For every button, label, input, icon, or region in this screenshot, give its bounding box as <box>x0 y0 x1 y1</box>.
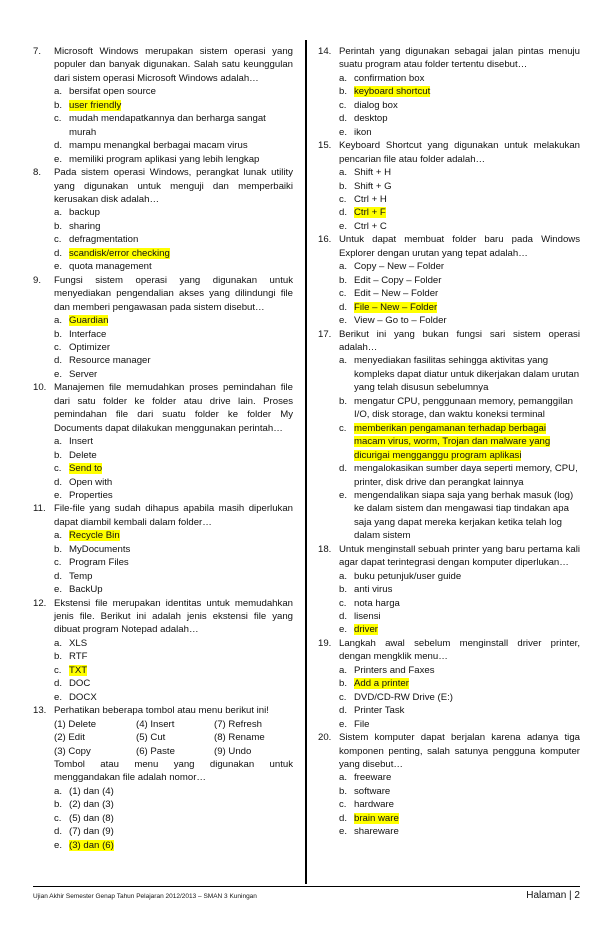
option-letter: d. <box>54 355 63 367</box>
left-column <box>33 45 293 852</box>
option-letter: c. <box>339 799 347 811</box>
option-text: confirmation box <box>354 72 425 84</box>
option-letter: c. <box>54 113 62 125</box>
highlighted-answer: Ctrl + F <box>354 207 386 219</box>
answer-option <box>318 798 580 811</box>
question-body: Tombol atau menu yang digunakan untuk menggandakan file adalah nomor… <box>54 759 293 784</box>
option-letter: c. <box>339 597 347 609</box>
option-text: mengalokasikan sumber daya seperti memory, CPU, printer, disk drive dan perangkat lainnya <box>354 463 578 488</box>
option-letter: e. <box>339 315 348 327</box>
question-body: Berikut ini yang bukan fungsi sari sistem operasi adalah… <box>339 328 580 353</box>
option-letter: b. <box>54 449 63 461</box>
question-number: 10. <box>33 382 47 394</box>
answer-option-correct <box>33 247 293 260</box>
option-letter: a. <box>339 570 348 582</box>
answer-option <box>33 85 293 98</box>
option-letter: e. <box>339 718 348 730</box>
right-column <box>318 45 580 839</box>
option-letter: d. <box>339 705 348 717</box>
answer-option <box>318 180 580 193</box>
answer-option <box>33 825 293 838</box>
option-letter: c. <box>54 234 62 246</box>
question-body: Manajemen file memudahkan proses pemindahan file dari satu folder ke folder atau drive lain. Proses pemindahan file dari suatu folder ke folder My Documents dapat dilakukan menggunakan perintah… <box>54 382 293 434</box>
highlighted-answer: File – New – Folder <box>354 301 438 313</box>
answer-option <box>318 704 580 717</box>
option-text: ikon <box>354 126 372 138</box>
option-letter: e. <box>54 368 63 380</box>
option-text: Printer Task <box>354 705 405 717</box>
option-letter: c. <box>339 193 347 205</box>
option-text: Insert <box>69 436 93 448</box>
answer-option <box>33 233 293 246</box>
option-text: DOCX <box>69 691 97 703</box>
question-text <box>318 731 580 771</box>
option-text: mengatur CPU, penggunaan memory, pemanggilan I/O, disk storage, dan waktu koneksi terminal <box>354 395 574 421</box>
question-number: 16. <box>318 234 332 246</box>
answer-option <box>33 583 293 596</box>
menu-list-item: (4) Insert <box>136 718 175 730</box>
answer-option <box>33 153 293 166</box>
option-text: menyediakan fasilitas sehingga aktivitas yang kompleks dapat diatur untuk dikerjakan dalam urutan yang telah disusun sebelumnya <box>354 355 580 394</box>
question-number: 19. <box>318 637 332 649</box>
option-letter: d. <box>339 301 348 313</box>
option-text: mudah mendapatkannya dan berharga sangat murah <box>69 113 266 138</box>
option-letter: a. <box>339 167 348 179</box>
answer-option-correct <box>318 623 580 636</box>
menu-list-item: (5) Cut <box>136 732 166 744</box>
question-text <box>318 139 580 166</box>
answer-option-correct <box>318 206 580 219</box>
menu-list-item: (7) Refresh <box>214 718 262 730</box>
highlighted-answer: Recycle Bin <box>69 530 120 542</box>
answer-option <box>33 798 293 811</box>
option-letter: d. <box>54 570 63 582</box>
option-text: quota management <box>69 261 152 273</box>
highlighted-answer: memberikan pengamanan terhadap berbagai macam virus, worm, Trojan dan malware yang dicurigai mengganggu program aplikasi <box>354 422 551 461</box>
option-letter: b. <box>339 274 348 286</box>
question-body: Fungsi sistem operasi yang digunakan untuk menyediakan pengendalian akses yang dilindungi file dan memberi pengawasan pada sistem disebut… <box>54 274 293 313</box>
answer-option <box>33 637 293 650</box>
answer-option <box>318 112 580 125</box>
question-body: Keyboard Shortcut yang digunakan untuk melakukan pencarian file atau folder adalah… <box>339 140 580 165</box>
question-body: Untuk dapat membuat folder baru pada Windows Explorer dengan urutan yang tepat adalah… <box>339 234 580 259</box>
answer-option <box>33 368 293 381</box>
answer-option <box>318 583 580 596</box>
highlighted-answer: keyboard shortcut <box>354 86 431 98</box>
highlighted-answer: Add a printer <box>354 678 409 690</box>
option-letter: a. <box>339 664 348 676</box>
option-letter: a. <box>339 261 348 273</box>
option-letter: c. <box>54 812 62 824</box>
answer-option <box>318 395 580 422</box>
option-text: desktop <box>354 113 388 125</box>
option-letter: e. <box>339 489 348 501</box>
question-number: 17. <box>318 328 332 340</box>
menu-list-item: (9) Undo <box>214 745 252 757</box>
question-number: 8. <box>33 167 42 179</box>
option-letter: d. <box>54 247 63 259</box>
answer-option <box>33 341 293 354</box>
option-letter: b. <box>339 678 348 690</box>
answer-option <box>33 112 293 139</box>
question-text <box>33 166 293 206</box>
answer-option-correct <box>33 529 293 542</box>
question-body: Pada sistem operasi Windows, perangkat lunak utility yang digunakan untuk menguji dan memperbaiki kerusakan disk adalah… <box>54 167 293 205</box>
option-letter: a. <box>339 355 348 367</box>
answer-option-correct <box>318 812 580 825</box>
answer-option <box>33 570 293 583</box>
question-text <box>318 637 580 664</box>
question-body: File-file yang sudah dihapus apabila masih diperlukan dapat diambil kembali dalam folder… <box>54 503 293 528</box>
option-text: Ctrl + C <box>354 220 387 232</box>
option-text: shareware <box>354 826 399 838</box>
option-letter: c. <box>54 463 62 475</box>
option-text: (7) dan (9) <box>69 826 114 838</box>
answer-option <box>318 354 580 394</box>
answer-option <box>33 543 293 556</box>
option-letter: b. <box>339 785 348 797</box>
option-text: bersifat open source <box>69 86 156 98</box>
question-text <box>33 502 293 529</box>
answer-option <box>33 220 293 233</box>
question-body: Sistem komputer dapat berjalan karena adanya tiga komponen penting, salah satunya pengguna komputer yang disebut… <box>339 732 580 771</box>
column-divider <box>305 40 307 884</box>
answer-option <box>318 220 580 233</box>
option-letter: b. <box>54 328 63 340</box>
option-text: (5) dan (8) <box>69 812 114 824</box>
option-text: Temp <box>69 570 93 582</box>
option-text: backup <box>69 207 100 219</box>
option-text: defragmentation <box>69 234 139 246</box>
option-letter: e. <box>54 691 63 703</box>
option-text: anti virus <box>354 584 393 596</box>
option-letter: c. <box>339 288 347 300</box>
option-letter: c. <box>339 422 347 434</box>
option-letter: a. <box>54 530 63 542</box>
answer-option <box>33 354 293 367</box>
option-text: Printers and Faxes <box>354 664 435 676</box>
answer-option <box>33 677 293 690</box>
option-letter: e. <box>54 261 63 273</box>
option-text: Open with <box>69 476 113 488</box>
answer-option-correct <box>33 462 293 475</box>
option-text: memiliki program aplikasi yang lebih lengkap <box>69 153 260 165</box>
question-text <box>33 597 293 637</box>
option-letter: e. <box>54 584 63 596</box>
option-text: dialog box <box>354 99 398 111</box>
question-body: Perhatikan beberapa tombol atau menu berikut ini! <box>54 705 269 717</box>
question-number: 12. <box>33 597 47 609</box>
question-number: 18. <box>318 543 332 555</box>
question-body: Untuk menginstall sebuah printer yang baru pertama kali agar dapat terintegrasi dengan komputer diperlukan… <box>339 543 580 569</box>
option-letter: d. <box>54 140 63 152</box>
option-text: Properties <box>69 489 113 501</box>
option-letter: a. <box>54 207 63 219</box>
option-text: (2) dan (3) <box>69 799 114 811</box>
option-letter: b. <box>54 99 63 111</box>
option-text: RTF <box>69 651 88 663</box>
question-body: Microsoft Windows merupakan sistem operasi yang populer dan banyak digunakan. Salah satu keunggulan dari sistem operasi Microsoft Windows adalah… <box>54 46 293 84</box>
question-text <box>318 45 580 72</box>
option-letter: b. <box>339 180 348 192</box>
answer-option <box>33 812 293 825</box>
answer-option <box>33 556 293 569</box>
option-text: Copy – New – Folder <box>354 261 445 273</box>
option-letter: d. <box>54 476 63 488</box>
question-text <box>318 233 580 260</box>
option-text: Shift + H <box>354 167 392 179</box>
option-letter: e. <box>54 839 63 851</box>
answer-option <box>33 435 293 448</box>
option-letter: b. <box>339 395 348 407</box>
page-number: Halaman | 2 <box>526 890 580 901</box>
answer-option <box>318 691 580 704</box>
option-letter: b. <box>54 651 63 663</box>
option-letter: c. <box>54 557 62 569</box>
option-text: freeware <box>354 772 392 784</box>
answer-option-correct <box>318 677 580 690</box>
highlighted-answer: user friendly <box>69 99 122 111</box>
answer-option <box>33 260 293 273</box>
question-number: 20. <box>318 732 332 744</box>
menu-list-item: (2) Edit <box>54 732 85 744</box>
option-text: sharing <box>69 220 101 232</box>
option-text: hardware <box>354 799 394 811</box>
option-letter: d. <box>54 678 63 690</box>
option-text: lisensi <box>354 611 381 623</box>
highlighted-answer: Send to <box>69 463 103 475</box>
question-body: Perintah yang digunakan sebagai jalan pintas menuju suatu program atau folder tertentu disebut… <box>339 46 580 71</box>
answer-option <box>318 99 580 112</box>
option-letter: a. <box>54 315 63 327</box>
option-text: Shift + G <box>354 180 392 192</box>
question-number: 7. <box>33 46 42 57</box>
footer-rule <box>33 886 580 887</box>
answer-option-correct <box>33 839 293 852</box>
option-letter: b. <box>339 86 348 98</box>
highlighted-answer: scandisk/error checking <box>69 247 170 259</box>
menu-list-item: (8) Rename <box>214 732 265 744</box>
answer-option-correct <box>318 422 580 462</box>
option-text: Optimizer <box>69 341 111 353</box>
option-text: View – Go to – Folder <box>354 315 447 327</box>
option-letter: e. <box>339 624 348 636</box>
option-letter: e. <box>339 826 348 838</box>
answer-option-correct <box>318 85 580 98</box>
option-letter: c. <box>54 664 62 676</box>
option-text: Ctrl + H <box>354 193 387 205</box>
answer-option <box>33 328 293 341</box>
option-text: MyDocuments <box>69 543 131 555</box>
option-letter: c. <box>339 99 347 111</box>
question-text <box>33 274 293 314</box>
option-letter: d. <box>339 611 348 623</box>
footer-exam-title: Ujian Akhir Semester Genap Tahun Pelajaran 2012/2013 – SMAN 3 Kuningan <box>33 893 257 900</box>
answer-option-correct <box>33 664 293 677</box>
answer-option <box>33 476 293 489</box>
option-letter: a. <box>54 436 63 448</box>
question-body: Ekstensi file merupakan identitas untuk memudahkan jenis file. Berikut ini adalah jenis ekstensi file yang dibuat program Notepad adalah… <box>54 597 293 636</box>
menu-list-item: (3) Copy <box>54 745 91 757</box>
answer-option <box>33 139 293 152</box>
option-letter: b. <box>339 584 348 596</box>
question-number: 9. <box>33 274 42 286</box>
answer-option <box>318 825 580 838</box>
answer-option <box>318 274 580 287</box>
answer-option <box>318 314 580 327</box>
answer-option <box>318 287 580 300</box>
answer-option <box>33 691 293 704</box>
question-number: 11. <box>33 503 46 515</box>
answer-option <box>318 126 580 139</box>
option-letter: a. <box>339 72 348 84</box>
option-text: software <box>354 785 391 797</box>
option-letter: e. <box>54 153 63 165</box>
option-letter: a. <box>339 772 348 784</box>
answer-option <box>33 489 293 502</box>
option-text: mampu menangkal berbagai macam virus <box>69 140 248 152</box>
option-text: File <box>354 718 370 730</box>
answer-option <box>318 785 580 798</box>
option-text: buku petunjuk/user guide <box>354 570 462 582</box>
option-letter: e. <box>339 126 348 138</box>
option-text: Program Files <box>69 557 129 569</box>
option-text: BackUp <box>69 584 103 596</box>
option-text: DOC <box>69 678 91 690</box>
option-letter: d. <box>339 113 348 125</box>
highlighted-answer: brain ware <box>354 812 399 824</box>
answer-option-correct <box>33 99 293 112</box>
option-text: (1) dan (4) <box>69 785 114 797</box>
question-number: 13. <box>33 705 47 717</box>
option-letter: d. <box>339 463 348 475</box>
answer-option <box>33 785 293 798</box>
menu-list-item: (1) Delete <box>54 718 97 730</box>
answer-option <box>318 489 580 543</box>
answer-option <box>318 570 580 583</box>
answer-option <box>33 650 293 663</box>
option-text: Server <box>69 368 98 380</box>
option-letter: d. <box>339 207 348 219</box>
answer-option <box>318 664 580 677</box>
button-menu-list <box>33 718 293 758</box>
option-letter: c. <box>339 691 347 703</box>
page-footer <box>33 886 580 906</box>
question-text <box>33 45 293 85</box>
question-text <box>318 543 580 570</box>
question-text-continued <box>33 758 293 785</box>
highlighted-answer: Guardian <box>69 315 109 327</box>
answer-option-correct <box>318 301 580 314</box>
answer-option <box>318 597 580 610</box>
answer-option <box>33 206 293 219</box>
answer-option-correct <box>33 314 293 327</box>
option-text: mengendalikan siapa saja yang berhak masuk (log) ke dalam sistem dan mengawasi tiap tindakan apa saja yang dapat mereka kerjakan ketika telah log dalam sistem <box>354 489 574 542</box>
option-letter: e. <box>54 489 63 501</box>
answer-option <box>318 771 580 784</box>
option-text: Delete <box>69 449 97 461</box>
answer-option <box>318 462 580 489</box>
option-text: Interface <box>69 328 107 340</box>
option-letter: e. <box>339 220 348 232</box>
answer-option <box>318 718 580 731</box>
highlighted-answer: TXT <box>69 664 88 676</box>
option-letter: d. <box>339 812 348 824</box>
question-body: Langkah awal sebelum menginstall driver printer, dengan mengklik menu… <box>339 637 580 663</box>
answer-option <box>318 72 580 85</box>
answer-option <box>318 610 580 623</box>
option-letter: d. <box>54 826 63 838</box>
option-text: DVD/CD-RW Drive (E:) <box>354 691 453 703</box>
question-text <box>33 704 293 717</box>
question-text <box>318 328 580 355</box>
option-letter: c. <box>54 341 62 353</box>
option-text: nota harga <box>354 597 400 609</box>
option-text: Edit – Copy – Folder <box>354 274 442 286</box>
highlighted-answer: (3) dan (6) <box>69 839 114 851</box>
option-letter: b. <box>54 799 63 811</box>
question-number: 14. <box>318 46 332 57</box>
highlighted-answer: driver <box>354 624 378 636</box>
answer-option <box>33 449 293 462</box>
answer-option <box>318 166 580 179</box>
option-letter: b. <box>54 543 63 555</box>
answer-option <box>318 193 580 206</box>
option-letter: a. <box>54 637 63 649</box>
option-letter: a. <box>54 785 63 797</box>
option-letter: a. <box>54 86 63 98</box>
question-text <box>33 381 293 435</box>
option-text: Edit – New – Folder <box>354 288 439 300</box>
option-text: Resource manager <box>69 355 151 367</box>
menu-list-item: (6) Paste <box>136 745 175 757</box>
answer-option <box>318 260 580 273</box>
question-number: 15. <box>318 140 332 152</box>
option-text: XLS <box>69 637 88 649</box>
option-letter: b. <box>54 220 63 232</box>
